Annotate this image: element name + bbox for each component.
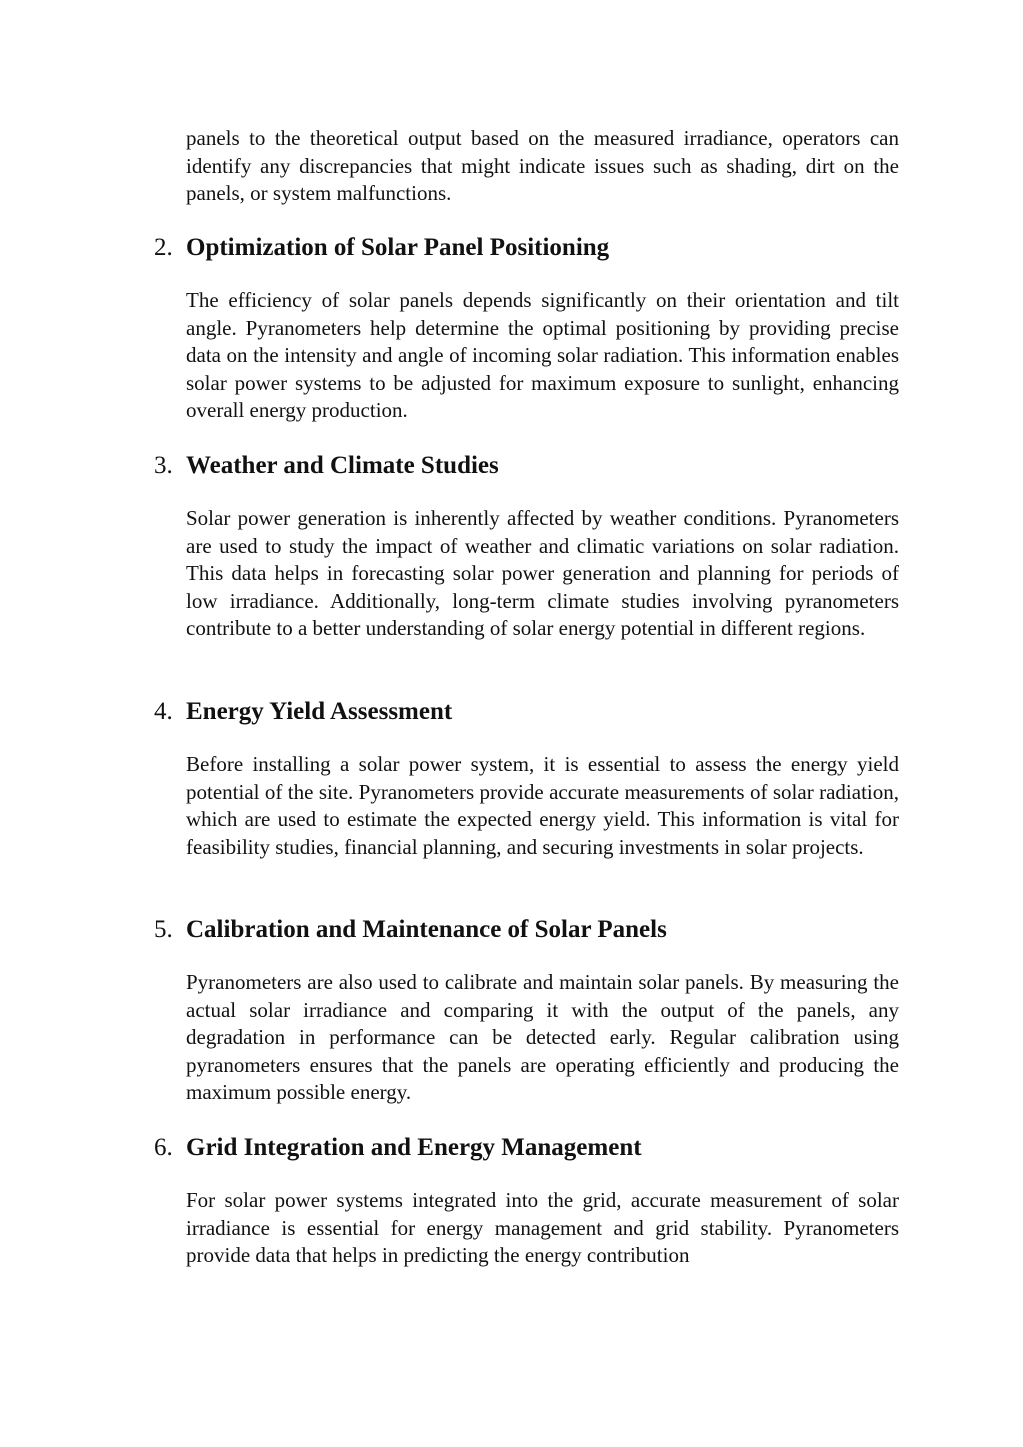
section-heading-3 [154, 451, 899, 481]
section-heading-2 [154, 233, 899, 263]
section-title: Weather and Climate Studies [186, 452, 499, 479]
section-body-3: Solar power generation is inherently affected by weather conditions. Pyranometers are used to study the impact of weather and climatic variations on solar radiation. This data helps in forecasting solar power generation and planning for periods of low irradiance. Additionally, long-term climate studies involving pyranometers contribute to a better understanding of solar energy potential in different regions. [186, 506, 899, 641]
section-body-5: Pyranometers are also used to calibrate and maintain solar panels. By measuring the actual solar irradiance and comparing it with the output of the panels, any degradation in performance can be detected early. Regular calibration using pyranometers ensures that the panels are operating efficiently and producing the maximum possible energy. [186, 970, 899, 1105]
section-title: Energy Yield Assessment [186, 698, 453, 725]
section-title: Calibration and Maintenance of Solar Panels [186, 916, 667, 943]
section-title: Optimization of Solar Panel Positioning [186, 234, 610, 261]
section-heading-6 [154, 1133, 899, 1163]
section-body-4: Before installing a solar power system, it is essential to assess the energy yield potential of the site. Pyranometers provide accurate measurements of solar radiation, which are used to estimate the expected energy yield. This information is vital for feasibility studies, financial planning, and securing investments in solar projects. [186, 752, 899, 859]
section-number: 4. [154, 698, 173, 725]
section-body-6: For solar power systems integrated into the grid, accurate measurement of solar irradiance is essential for energy management and grid stability. Pyranometers provide data that helps in predicting the energy contribution [186, 1188, 899, 1268]
section-number: 2. [154, 234, 173, 261]
section-body-2: The efficiency of solar panels depends significantly on their orientation and tilt angle. Pyranometers help determine the optimal positioning by providing precise data on the intensity and angle of incoming solar radiation. This information enables solar power systems to be adjusted for maximum exposure to sunlight, enhancing overall energy production. [186, 288, 899, 423]
section-number: 3. [154, 452, 173, 479]
section-number: 6. [154, 1134, 173, 1161]
section-number: 5. [154, 916, 173, 943]
intro-paragraph: panels to the theoretical output based on the measured irradiance, operators can identify any discrepancies that might indicate issues such as shading, dirt on the panels, or system malfunctions. [186, 126, 899, 206]
section-heading-5 [154, 915, 899, 945]
section-heading-4 [154, 697, 899, 727]
section-title: Grid Integration and Energy Management [186, 1134, 642, 1161]
